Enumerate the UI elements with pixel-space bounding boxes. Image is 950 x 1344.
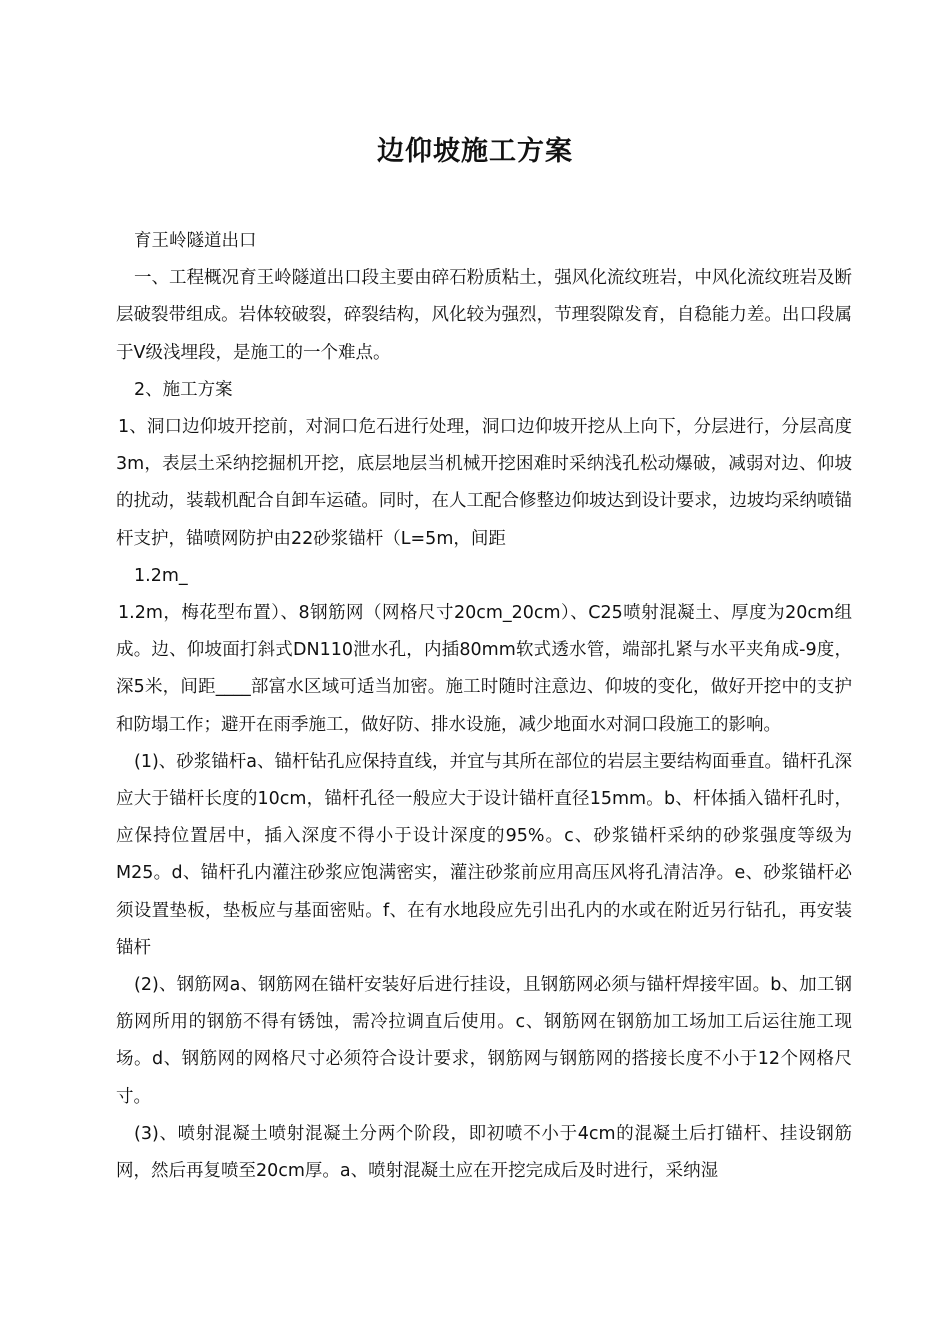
paragraph-support-layout: 1.2m，梅花型布置）、8钢筋网（网格尺寸20cm_20cm）、C25喷射混凝土、厚度为20cm组成。边、仰坡面打斜式DN110泄水孔，内插80mm软式透水管，端部扎紧与水平夹角成-9度，深5米，间距____部富水区域可适当加密。施工时随时注意边、仰坡的变化，做好开挖中的支护和防塌工作；避开在雨季施工，做好防、排水设施，减少地面水对洞口段施工的影响。 <box>116 603 852 735</box>
paragraph-location: 育王岭隧道出口 <box>134 231 257 251</box>
paragraph-project-overview: 一、工程概况育王岭隧道出口段主要由碎石粉质粘土，强风化流纹班岩，中风化流纹班岩及断层破裂带组成。岩体较破裂，碎裂结构，风化较为强烈，节理裂隙发育，自稳能力差。出口段属于Ⅴ级浅埋段，是施工的一个难点。 <box>116 268 852 363</box>
document-title: 边仰坡施工方案 <box>377 136 573 167</box>
paragraph-section-heading: 2、施工方案 <box>134 379 233 400</box>
paragraph-mortar-anchor: (1)、砂浆锚杆a、锚杆钻孔应保持直线，并宜与其所在部位的岩层主要结构面垂直。锚杆孔深应大于锚杆长度的10cm，锚杆孔径一般应大于设计锚杆直径15mm。b、杆体插入锚杆孔时，应保持位置居中，插入深度不得小于设计深度的95%。c、砂浆锚杆采纳的砂浆强度等级为M25。d、锚杆孔内灌注砂浆应饱满密实，灌注砂浆前应用高压风将孔清洁净。e、砂浆锚杆必须设置垫板，垫板应与基面密贴。f、在有水地段应先引出孔内的水或在附近另行钻孔，再安装锚杆 <box>116 751 853 958</box>
document-body <box>116 223 852 1190</box>
paragraph-spacing-note: 1.2m_ <box>134 565 188 586</box>
paragraph-steel-mesh: (2)、钢筋网a、钢筋网在锚杆安装好后进行挂设，且钢筋网必须与锚杆焊接牢固。b、加工钢筋网所用的钢筋不得有锈蚀，需冷拉调直后使用。c、钢筋网在钢筋加工场加工后运往施工现场。d、钢筋网的网格尺寸必须符合设计要求，钢筋网与钢筋网的搭接长度不小于12个网格尺寸。 <box>116 975 852 1107</box>
paragraph-shotcrete: (3)、喷射混凝土喷射混凝土分两个阶段，即初喷不小于4cm的混凝土后打锚杆、挂设钢筋网，然后再复喷至20cm厚。a、喷射混凝土应在开挖完成后及时进行，采纳湿 <box>116 1123 852 1182</box>
paragraph-excavation: 1、洞口边仰坡开挖前，对洞口危石进行处理，洞口边仰坡开挖从上向下，分层进行，分层高度3m，表层土采纳挖掘机开挖，底层地层当机械开挖困难时采纳浅孔松动爆破，减弱对边、仰坡的扰动，装载机配合自卸车运碴。同时，在人工配合修整边仰坡达到设计要求，边坡均采纳喷锚杆支护，锚喷网防护由22砂浆锚杆（L=5m，间距 <box>116 417 852 549</box>
